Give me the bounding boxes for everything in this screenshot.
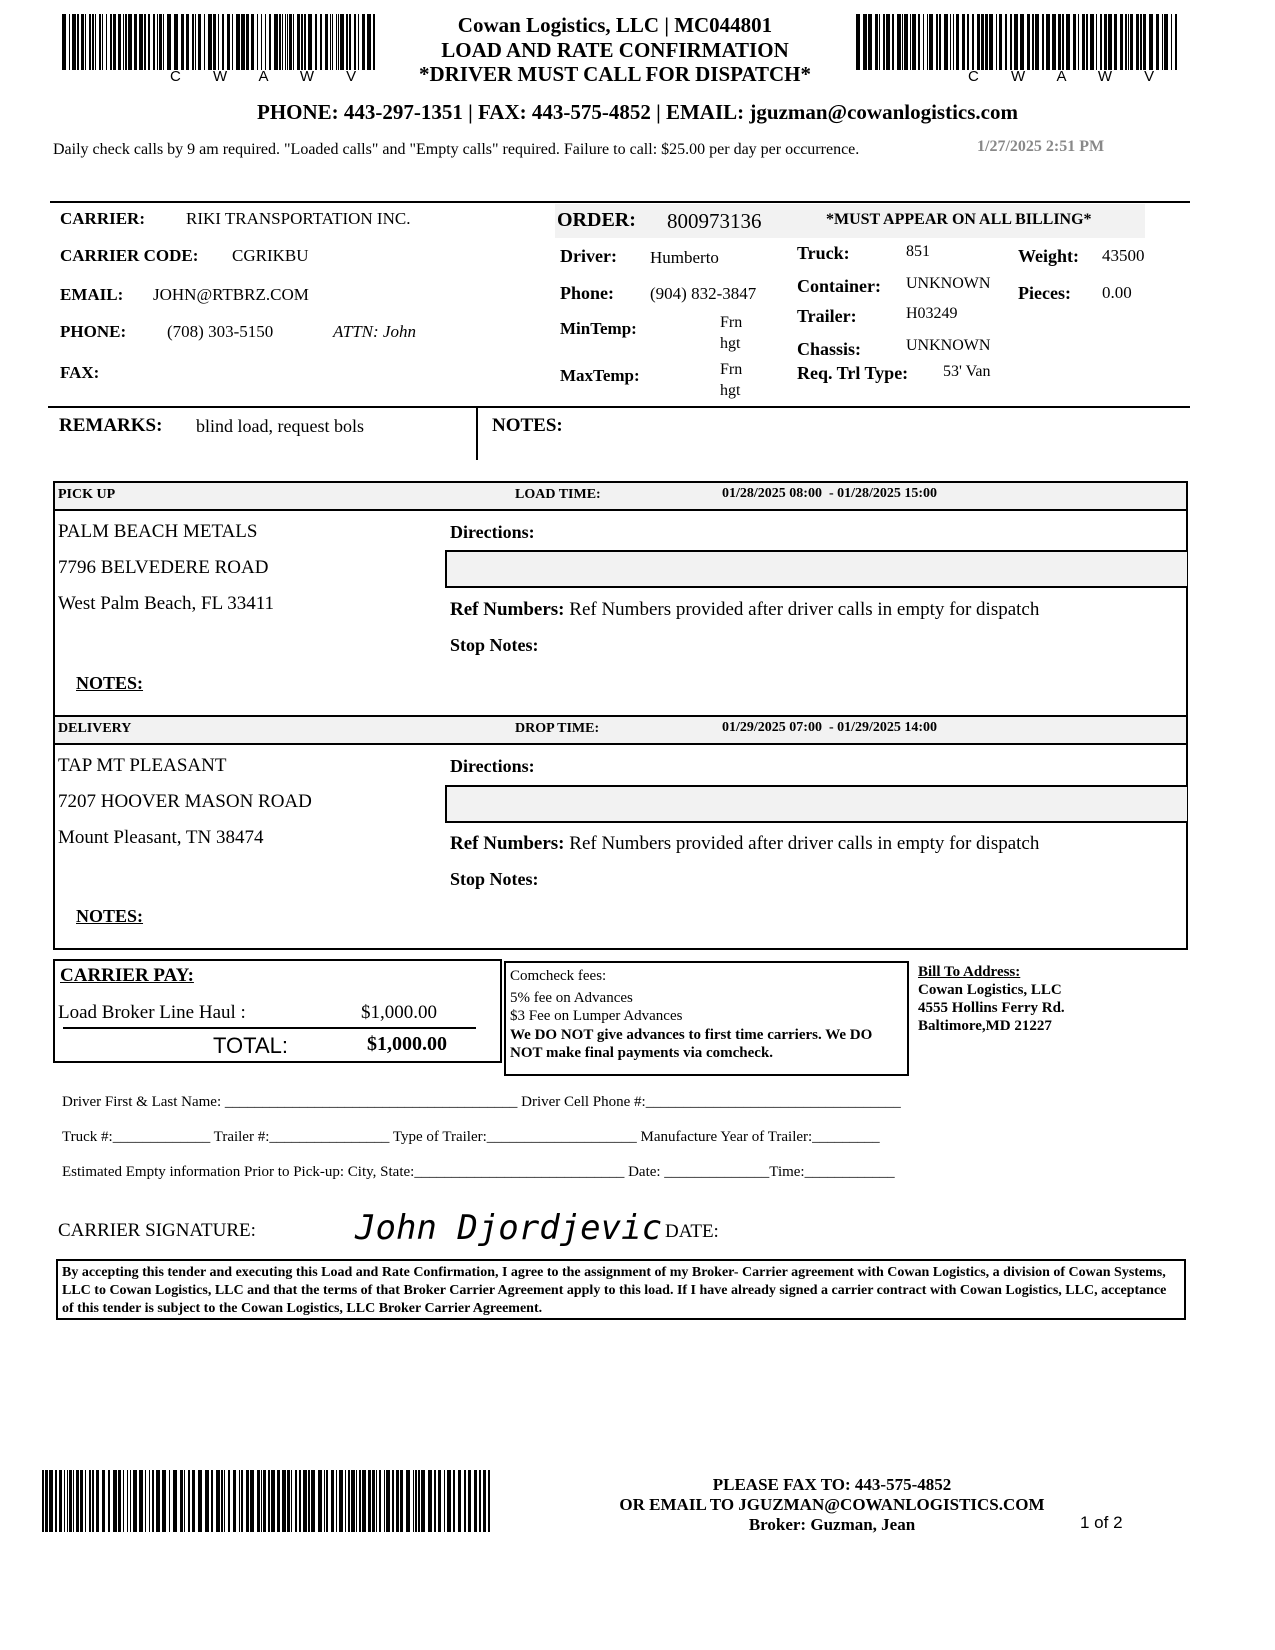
req-trailer-type-label: Req. Trl Type:	[797, 363, 909, 383]
bill-to-line2: 4555 Hollins Ferry Rd.	[918, 1000, 1065, 1016]
delivery-city: Mount Pleasant, TN 38474	[58, 827, 264, 848]
carrier-fax-label: FAX:	[60, 363, 100, 382]
remarks-text: blind load, request bols	[196, 416, 364, 436]
carrier-attn: ATTN: John	[333, 322, 416, 341]
mintemp-value-1: Frn	[720, 314, 743, 331]
weight-label: Weight:	[1018, 246, 1079, 266]
pickup-city: West Palm Beach, FL 33411	[58, 593, 275, 614]
order-label: ORDER:	[557, 209, 636, 231]
remarks-separator	[476, 408, 478, 460]
maxtemp-value-2: hgt	[720, 382, 741, 399]
driver-info-row1[interactable]: Driver First & Last Name: _______________________________________ Driver Cell Phone #:__________________________________	[62, 1094, 901, 1110]
barcode-top-right	[856, 14, 1181, 70]
container-label: Container:	[797, 276, 881, 296]
driver-info-row3[interactable]: Estimated Empty information Prior to Pick-up: City, State:____________________________ Date: ______________Time:____________	[62, 1164, 895, 1180]
load-time-label: LOAD TIME:	[515, 487, 601, 502]
drop-time-label: DROP TIME:	[515, 721, 600, 736]
comcheck-warning: We DO NOT give advances to first time carriers. We DO NOT make final payments via comcheck.	[510, 1027, 873, 1061]
contact-line: PHONE: 443-297-1351 | FAX: 443-575-4852 | EMAIL: jguzman@cowanlogistics.com	[257, 100, 1018, 124]
bill-to-line3: Baltimore,MD 21227	[918, 1018, 1052, 1034]
carrier-name: RIKI TRANSPORTATION INC.	[186, 209, 411, 228]
maxtemp-value-1: Frn	[720, 361, 743, 378]
page-number: 1 of 2	[1080, 1513, 1123, 1532]
pieces-label: Pieces:	[1018, 283, 1071, 303]
billing-note: *MUST APPEAR ON ALL BILLING*	[826, 211, 1092, 228]
driver-phone: (904) 832-3847	[650, 284, 757, 303]
footer-email: OR EMAIL TO JGUZMAN@COWANLOGISTICS.COM	[619, 1495, 1045, 1514]
req-trailer-type: 53' Van	[943, 363, 991, 380]
delivery-notes-label: NOTES:	[76, 906, 144, 926]
total-value: $1,000.00	[367, 1033, 447, 1055]
barcode-text-left: C W A W V	[170, 68, 371, 85]
remarks-label: REMARKS:	[59, 415, 163, 436]
notes-label: NOTES:	[492, 415, 563, 436]
maxtemp-label: MaxTemp:	[560, 366, 640, 385]
comcheck-fee-advances: 5% fee on Advances	[510, 990, 633, 1006]
carrier-pay-title: CARRIER PAY:	[60, 965, 194, 986]
trailer-number: H03249	[906, 305, 958, 322]
delivery-directions-label: Directions:	[450, 756, 535, 776]
agreement-text: By accepting this tender and executing this Load and Rate Confirmation, I agree to the assignment of my Broker- Carrier agreement with Cowan Logistics, a division of Cowan Systems, LLC to Cowan Logistics, LLC and that the terms of that Broker Carrier Agreement apply to this load. If I have already signed a carrier contract with Cowan Logistics, LLC, acceptance of this tender is subject to the Cowan Logistics, LLC Broker Carrier Agreement.	[62, 1265, 1167, 1316]
driver-info-row2[interactable]: Truck #:_____________ Trailer #:________________ Type of Trailer:____________________ Manufacture Year of Trailer:_________	[62, 1129, 880, 1145]
pickup-ref-value: Ref Numbers provided after driver calls in empty for dispatch	[569, 599, 1040, 620]
delivery-ref-numbers	[450, 833, 1039, 855]
pickup-name: PALM BEACH METALS	[58, 521, 258, 542]
driver-label: Driver:	[560, 246, 617, 266]
truck-number: 851	[906, 243, 930, 260]
comcheck-fee-lumper: $3 Fee on Lumper Advances	[510, 1008, 683, 1024]
pickup-directions-label: Directions:	[450, 522, 535, 542]
company-line: Cowan Logistics, LLC | MC044801	[457, 13, 773, 37]
barcode-bottom	[42, 1470, 494, 1532]
delivery-header	[55, 717, 1186, 745]
pickup-header	[55, 483, 1186, 511]
dispatch-note: *DRIVER MUST CALL FOR DISPATCH*	[418, 62, 812, 86]
signature-date-label: DATE:	[665, 1221, 719, 1242]
barcode-top-left	[62, 14, 382, 70]
document-title: LOAD AND RATE CONFIRMATION	[441, 38, 789, 62]
bill-to-title: Bill To Address:	[918, 964, 1021, 980]
pickup-notes-label: NOTES:	[76, 673, 144, 693]
driver-phone-label: Phone:	[560, 283, 614, 303]
carrier-signature: John Djordjevic	[355, 1208, 663, 1248]
pickup-stop-notes-label: Stop Notes:	[450, 635, 539, 655]
comcheck-title: Comcheck fees:	[510, 968, 607, 984]
print-timestamp: 1/27/2025 2:51 PM	[977, 138, 1105, 155]
carrier-code: CGRIKBU	[232, 246, 309, 265]
line-haul-label: Load Broker Line Haul :	[58, 1002, 246, 1023]
order-number: 800973136	[667, 209, 762, 233]
trailer-label: Trailer:	[797, 306, 857, 326]
carrier-signature-label: CARRIER SIGNATURE:	[58, 1220, 256, 1241]
divider-remarks	[48, 406, 1190, 408]
carrier-phone: (708) 303-5150	[167, 322, 274, 341]
load-time-value: 01/28/2025 08:00 - 01/28/2025 15:00	[722, 486, 938, 501]
pickup-section-label: PICK UP	[58, 487, 116, 502]
carrier-label: CARRIER:	[60, 209, 145, 228]
mintemp-label: MinTemp:	[560, 319, 637, 338]
divider-top	[50, 201, 1190, 203]
chassis-value: UNKNOWN	[906, 337, 991, 354]
delivery-directions-field	[445, 785, 1187, 823]
pieces-value: 0.00	[1102, 283, 1132, 302]
carrier-code-label: CARRIER CODE:	[60, 246, 199, 265]
carrier-phone-label: PHONE:	[60, 322, 127, 341]
mintemp-value-2: hgt	[720, 335, 741, 352]
pickup-ref-numbers	[450, 599, 1039, 621]
total-label: TOTAL:	[213, 1033, 288, 1058]
delivery-stop-notes-label: Stop Notes:	[450, 869, 539, 889]
chassis-label: Chassis:	[797, 339, 862, 359]
pickup-address: 7796 BELVEDERE ROAD	[58, 557, 269, 578]
bill-to-line1: Cowan Logistics, LLC	[918, 982, 1062, 998]
check-call-notice: Daily check calls by 9 am required. "Loaded calls" and "Empty calls" required. Failure to call: $25.00 per day per occurrence.	[53, 141, 860, 158]
delivery-ref-label: Ref Numbers:	[450, 833, 565, 854]
pickup-ref-label: Ref Numbers:	[450, 599, 565, 620]
carrier-email: JOHN@RTBRZ.COM	[153, 285, 309, 304]
footer-fax: PLEASE FAX TO: 443-575-4852	[712, 1475, 952, 1494]
delivery-ref-value: Ref Numbers provided after driver calls in empty for dispatch	[569, 833, 1040, 854]
barcode-text-right: C W A W V	[968, 68, 1169, 85]
carrier-email-label: EMAIL:	[60, 285, 124, 304]
truck-label: Truck:	[797, 243, 850, 263]
pickup-directions-field	[445, 550, 1187, 588]
driver-name: Humberto	[650, 248, 719, 267]
delivery-section-label: DELIVERY	[58, 721, 132, 736]
total-rule	[63, 1027, 476, 1029]
weight-value: 43500	[1102, 246, 1145, 265]
delivery-name: TAP MT PLEASANT	[58, 755, 227, 776]
line-haul-value: $1,000.00	[361, 1002, 437, 1023]
container-value: UNKNOWN	[906, 275, 991, 292]
delivery-address: 7207 HOOVER MASON ROAD	[58, 791, 312, 812]
footer-broker: Broker: Guzman, Jean	[748, 1515, 916, 1534]
drop-time-value: 01/29/2025 07:00 - 01/29/2025 14:00	[722, 720, 938, 735]
